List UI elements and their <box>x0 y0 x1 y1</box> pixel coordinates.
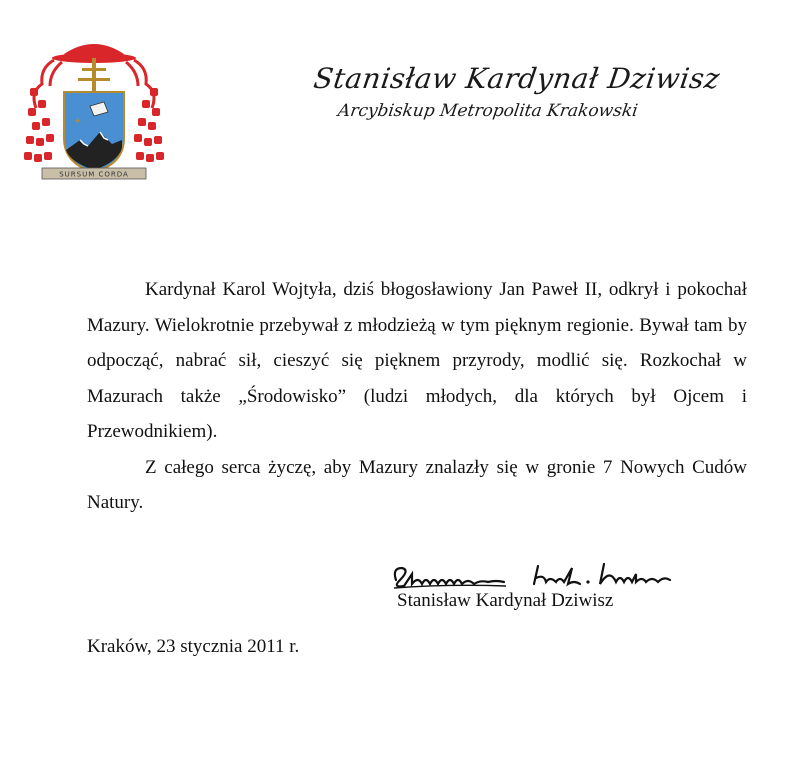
coat-of-arms <box>20 28 168 180</box>
letter-body <box>87 272 747 521</box>
letterhead <box>300 62 723 121</box>
paragraph-1: Kardynał Karol Wojtyła, dziś błogosławiony Jan Paweł II, odkrył i pokochał Mazury. Wielokrotnie przebywał z młodzieżą w tym pięknym regionie. Bywał tam by odpocząć, nabrać sił, cieszyć się pięknem przyrody, modlić się. Rozkochał w Mazurach także „Środowisko” (ludzi młodych, dla których był Ojcem i Przewodnikiem). <box>87 279 747 442</box>
letterhead-name: Stanisław Kardynał Dziwisz <box>311 62 723 95</box>
letterhead-title: Arcybiskup Metropolita Krakowski <box>336 101 640 121</box>
paragraph-2: Z całego serca życzę, aby Mazury znalazły się w gronie 7 Nowych Cudów Natury. <box>87 456 747 513</box>
coat-of-arms-motto: SURSUM CORDA <box>59 170 129 179</box>
svg-text:✦: ✦ <box>74 117 82 127</box>
signatory-name: Stanisław Kardynał Dziwisz <box>397 590 614 611</box>
letter-date: Kraków, 23 stycznia 2011 r. <box>87 636 300 657</box>
